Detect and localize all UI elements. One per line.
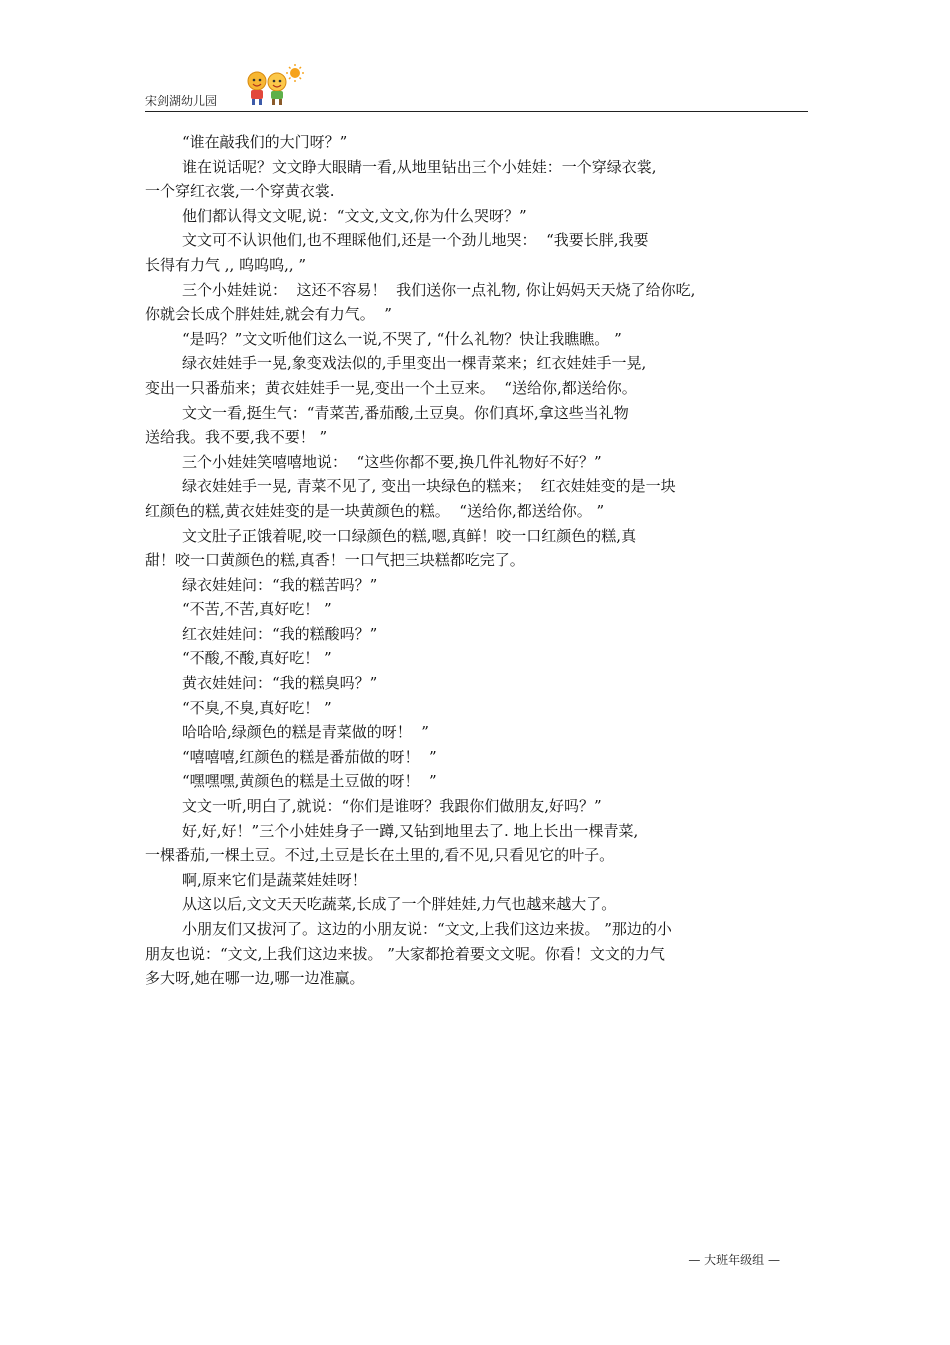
story-paragraph: 文文一看,挺生气：“青菜苦,番茄酸,土豆臭。你们真坏,拿这些当礼物 送给我。我不要,我不要！ ” [145, 403, 629, 447]
story-paragraph: 好,好,好！”三个小娃娃身子一蹲,又钻到地里去了. 地上长出一棵青菜, 一棵番茄,一棵土豆。不过,土豆是长在土里的,看不见,只看见它的叶子。 [145, 821, 639, 865]
story-paragraph: 文文肚子正饿着呢,咬一口绿颜色的糕,嗯,真鲜！咬一口红颜色的糕,真 甜！咬一口黄颜色的糕,真香！一口气把三块糕都吃完了。 [145, 526, 637, 570]
story-paragraph: 哈哈哈,绿颜色的糕是青菜做的呀！ ” [182, 723, 429, 742]
story-paragraph: 绿衣娃娃问：“我的糕苦吗？” [182, 575, 378, 594]
story-paragraph: 三个小娃娃说： 这还不容易！ 我们送你一点礼物, 你让妈妈天天烧了给你吃, 你就会长成个胖娃娃,就会有力气。 ” [145, 280, 696, 324]
story-paragraph: “不苦,不苦,真好吃！ ” [182, 600, 332, 619]
story-paragraph: 红衣娃娃问：“我的糕酸吗？” [182, 624, 378, 643]
story-paragraph: 小朋友们又拔河了。这边的小朋友说：“文文,上我们这边来拔。 ”那边的小 朋友也说：“文文,上我们这边来拔。 ”大家都抢着要文文呢。你看！文文的力气 多大呀,她在哪一边,哪一边准赢。 [145, 920, 672, 988]
story-paragraph: “嘿嘿嘿,黄颜色的糕是土豆做的呀！ ” [182, 772, 437, 791]
story-paragraph: 啊,原来它们是蔬菜娃娃呀！ [182, 870, 367, 889]
cartoon-children-sun-icon [241, 64, 305, 106]
story-paragraph: 三个小娃娃笑嘻嘻地说： “这些你都不要,换几件礼物好不好？” [182, 452, 602, 471]
story-paragraph: “是吗？”文文听他们这么一说,不哭了, “什么礼物？快让我瞧瞧。 ” [182, 329, 622, 348]
page-footer: — 大班年级组 — [688, 1253, 780, 1267]
story-paragraph: 绿衣娃娃手一晃, 青菜不见了, 变出一块绿色的糕来； 红衣娃娃变的是一块 红颜色的糕,黄衣娃娃变的是一块黄颜色的糕。 “送给你,都送给你。 ” [145, 477, 676, 520]
story-paragraph: “不酸,不酸,真好吃！ ” [182, 649, 332, 668]
story-paragraph: 绿衣娃娃手一晃,象变戏法似的,手里变出一棵青菜来；红衣娃娃手一晃, 变出一只番茄来；黄衣娃娃手一晃,变出一个土豆来。 “送给你,都送给你。 [145, 354, 647, 397]
story-paragraph: “嘻嘻嘻,红颜色的糕是番茄做的呀！ ” [182, 747, 437, 766]
story-paragraph: 文文可不认识他们,也不理睬他们,还是一个劲儿地哭： “我要长胖,我要 长得有力气 ,, 呜呜呜,, ” [145, 231, 649, 274]
header-rule [145, 111, 808, 112]
story-body [145, 130, 785, 991]
story-paragraph: 黄衣娃娃问：“我的糕臭吗？” [182, 674, 378, 693]
story-paragraph: “不臭,不臭,真好吃！ ” [182, 698, 332, 717]
story-paragraph: 文文一听,明白了,就说：“你们是谁呀？我跟你们做朋友,好吗？” [182, 797, 602, 816]
page-header [145, 60, 808, 112]
story-paragraph: “谁在敲我们的大门呀？” [182, 133, 348, 151]
story-paragraph: 从这以后,文文天天吃蔬菜,长成了一个胖娃娃,力气也越来越大了。 [182, 895, 617, 914]
school-name: 宋剑湖幼儿园 [145, 94, 218, 108]
story-paragraph: 他们都认得文文呢,说：“文文,文文,你为什么哭呀？” [182, 206, 527, 225]
story-paragraph: 谁在说话呢？文文睁大眼睛一看,从地里钻出三个小娃娃：一个穿绿衣裳, 一个穿红衣裳,一个穿黄衣裳. [145, 157, 657, 201]
